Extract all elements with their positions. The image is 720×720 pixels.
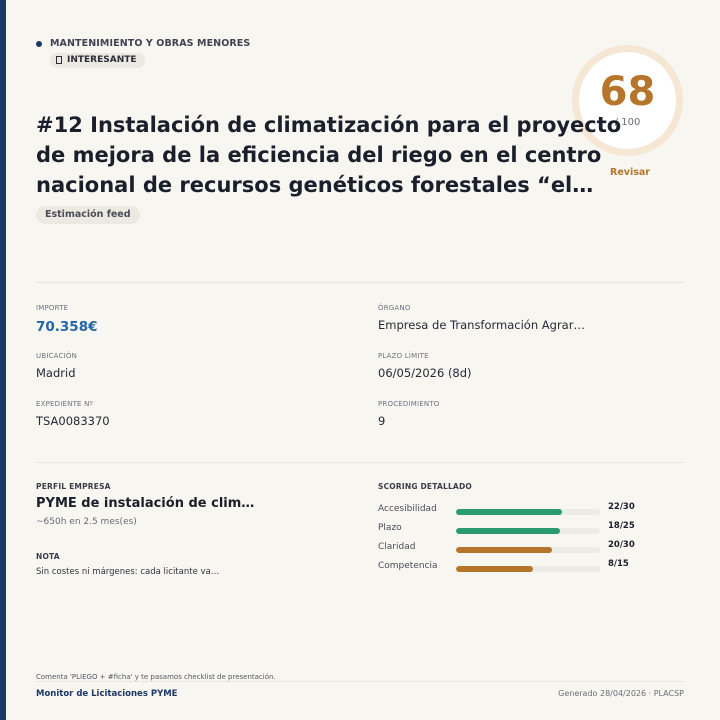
- procedimiento-value: 9: [378, 414, 386, 428]
- score-bar-track: [456, 528, 600, 534]
- score-bar-fill: [456, 566, 533, 572]
- score-row-claridad: [378, 542, 684, 558]
- ubicacion-label: UBICACIÓN: [36, 352, 78, 360]
- interest-tag: [50, 53, 145, 68]
- tag-box-icon: [56, 56, 62, 64]
- ubicacion-value: Madrid: [36, 366, 76, 380]
- plazo-label: PLAZO LÍMITE: [378, 352, 429, 360]
- score-bar-track: [456, 547, 600, 553]
- score-row-plazo: [378, 523, 684, 539]
- score-row-label: Competencia: [378, 561, 438, 571]
- score-bar-track: [456, 566, 600, 572]
- importe-label: IMPORTE: [36, 304, 69, 312]
- interest-tag-text: INTERESANTE: [67, 55, 137, 65]
- expediente-value: TSA0083370: [36, 414, 110, 428]
- importe-value: 70.358€: [36, 319, 98, 335]
- score-row-value: 18/25: [608, 521, 635, 531]
- score-status: Revisar: [610, 167, 650, 178]
- divider-middle: [36, 462, 684, 463]
- organo-label: ÓRGANO: [378, 304, 411, 312]
- score-value: 68: [599, 69, 656, 115]
- score-row-label: Plazo: [378, 523, 402, 533]
- score-row-label: Accesibilidad: [378, 504, 437, 514]
- perfil-label: PERFIL EMPRESA: [36, 482, 111, 491]
- score-denominator: / 100: [614, 117, 641, 128]
- footer-divider: [36, 681, 684, 682]
- procedimiento-label: PROCEDIMIENTO: [378, 400, 440, 408]
- estimation-badge: Estimación feed: [36, 206, 140, 224]
- footer-hint: Comenta 'PLIEGO + #ficha' y te pasamos checklist de presentación.: [36, 673, 276, 681]
- score-row-competencia: [378, 561, 684, 577]
- score-bar-track: [456, 509, 600, 515]
- footer-generated: Generado 28/04/2026 · PLACSP: [558, 689, 684, 698]
- scoring-label: SCORING DETALLADO: [378, 482, 472, 491]
- perfil-title: PYME de instalación de clim…: [36, 496, 255, 511]
- nota-label: NOTA: [36, 552, 60, 561]
- category-label: [36, 38, 250, 49]
- plazo-value: 06/05/2026 (8d): [378, 366, 472, 380]
- score-bar-fill: [456, 509, 562, 515]
- score-row-value: 22/30: [608, 502, 635, 512]
- category-dot-icon: [36, 41, 42, 47]
- organo-value: Empresa de Transformación Agrar…: [378, 318, 585, 332]
- score-row-accesibilidad: [378, 504, 684, 520]
- category-text: MANTENIMIENTO Y OBRAS MENORES: [50, 38, 251, 49]
- divider-top: [36, 282, 684, 283]
- perfil-subtitle: ~650h en 2.5 mes(es): [36, 517, 137, 527]
- score-row-value: 8/15: [608, 559, 629, 569]
- score-bar-fill: [456, 547, 552, 553]
- score-row-label: Claridad: [378, 542, 416, 552]
- page-title: #12 Instalación de climatización para el proyecto de mejora de la eficiencia del riego en el centro nacional de recursos genéticos forestales “el…: [36, 113, 622, 197]
- left-accent-bar: [0, 0, 6, 720]
- score-bar-fill: [456, 528, 560, 534]
- score-row-value: 20/30: [608, 540, 635, 550]
- nota-text: Sin costes ni márgenes: cada licitante va…: [36, 567, 220, 577]
- footer-brand: Monitor de Licitaciones PYME: [36, 689, 178, 699]
- expediente-label: EXPEDIENTE Nº: [36, 400, 94, 408]
